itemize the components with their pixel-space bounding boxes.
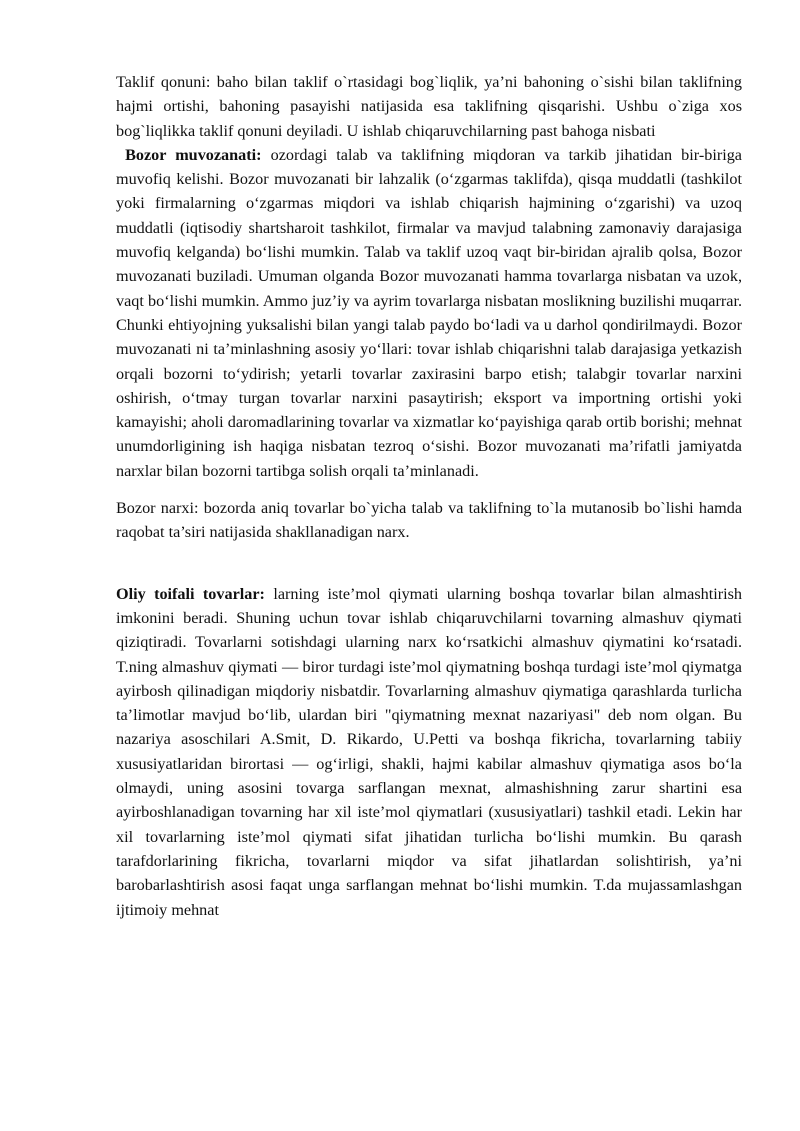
paragraph-taklif-qonuni (116, 70, 742, 143)
document-page (116, 70, 742, 922)
paragraph-text: ozordagi talab va taklifning miqdoran va tarkib jihatidan bir-biriga muvofiq kelishi. Bozor muvozanati bir lahzalik (o‘zgarmas taklifda), qisqa muddatli (tashkilot yoki firmalarning o‘zgarmas miqdori va ishlab chiqarish hajmining o‘zgarishi) va uzoq muddatli (iqtisodiy shartsharoit tashkilot, firmalar va mavjud talabning zamonaviy darajasiga muvofiq kelganda) bo‘lishi mumkin. Talab va taklif uzoq vaqt bir-biridan ajralib qolsa, Bozor muvozanati buziladi. Umuman olganda Bozor muvozanati hamma tovarlarga nisbatan va uzok, vaqt bo‘lishi mumkin. Ammo juz’iy va ayrim tovarlarga nisbatan moslikning buzilishi muqarrar. Chunki ehtiyojning yuksalishi bilan yangi talab paydo bo‘ladi va u darhol qondirilmaydi. Bozor muvozanati ni ta’minlashning asosiy yo‘llari: tovar ishlab chiqarishni talab darajasiga yetkazish orqali bozorni to‘ydirish; yetarli tovarlar zaxirasini barpo etish; talabgir tovarlar narxini oshirish, o‘tmay turgan tovarlar narxini pasaytirish; eksport va importning ortishi yoki kamayishi; aholi daromadlarining tovarlar va xizmatlar ko‘payishiga qarab ortib borishi; mehnat unumdorligining ish haqiga nisbatan tezroq o‘sishi. Bozor muvozanati ma’rifatli jamiyatda narxlar bilan bozorni tartibga solish orqali ta’minlanadi. (116, 145, 742, 480)
paragraph-text: Taklif qonuni: baho bilan taklif o`rtasidagi bog`liqlik, ya’ni bahoning o`sishi bilan taklifning hajmi ortishi, bahoning pasayishi natijasida esa taklifning qisqarishi. Ushbu o`ziga xos bog`liqlikka taklif qonuni deyiladi. U ishlab chiqaruvchilarning past bahoga nisbati (116, 73, 742, 140)
paragraph-bozor-muvozanati (116, 143, 742, 483)
paragraph-spacer (116, 545, 742, 582)
paragraph-spacer (116, 483, 742, 496)
term-heading: Bozor muvozanati: (116, 145, 262, 164)
paragraph-bozor-narxi (116, 496, 742, 545)
paragraph-text: larning iste’mol qiymati ularning boshqa tovarlar bilan almashtirish imkonini beradi. Shuning uchun tovar ishlab chiqaruvchilarni tovarning almashuv qiymati qiziqtiradi. Tovarlarni sotishdagi ularning narx ko‘rsatkichi almashuv qiymatini ko‘rsatadi. T.ning almashuv qiymati — biror turdagi iste’mol qiymatning boshqa turdagi iste’mol qiymatga ayirbosh qilinadigan miqdoriy nisbatdir. Tovarlarning almashuv qiymatiga qarashlarda turlicha ta’limotlar mavjud bo‘lib, ulardan biri "qiymatning mexnat nazariyasi" deb nom olgan. Bu nazariya asoschilari A.Smit, D. Rikardo, U.Petti va boshqa fikricha, tovarlarning tabiiy xususiyatlaridan birortasi — og‘irligi, shakli, hajmi kabilar almashuv qiymatiga asos bo‘la olmaydi, uning asosini tovarga sarflangan mexnat, almashishning zarur shartini esa ayirboshlanadigan tovarning har xil iste’mol qiymatlari (xususiyatlari) tashkil etadi. Lekin har xil tovarlarning iste’mol qiymati sifat jihatidan turlicha bo‘lishi mumkin. Bu qarash tarafdorlarining fikricha, tovarlarni miqdor va sifat jihatlardan solishtirish, ya’ni barobarlashtirish asosi faqat unga sarflangan mehnat bo‘lishi mumkin. T.da mujassamlashgan ijtimoiy mehnat (116, 584, 742, 919)
term-heading: Oliy toifali tovarlar: (116, 584, 265, 603)
paragraph-text: Bozor narxi: bozorda aniq tovarlar bo`yicha talab va taklifning to`la mutanosib bo`lishi hamda raqobat ta’siri natijasida shakllanadigan narx. (116, 499, 742, 542)
paragraph-oliy-toifali-tovarlar (116, 582, 742, 922)
